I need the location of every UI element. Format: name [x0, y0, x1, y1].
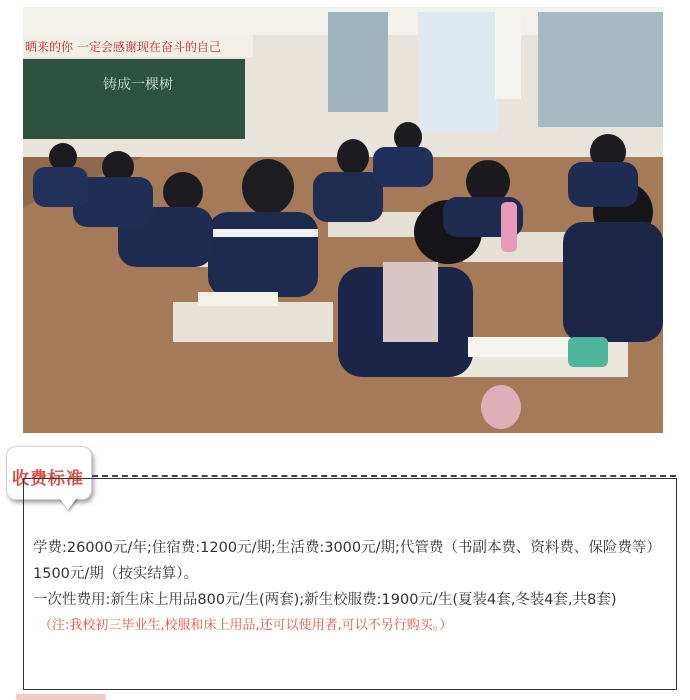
one-time-fee-line: 一次性费用:新生床上用品800元/生(两套);新生校服费:1900元/生(夏装4套,冬装4套,共8套) [33, 592, 617, 608]
fee-text [33, 535, 673, 639]
classroom-illustration [23, 7, 663, 433]
board-text: 铸成一棵树 [103, 77, 173, 93]
classroom-photo [23, 7, 663, 433]
badge-label: 收费标准 [12, 469, 84, 489]
tuition-line: 学费:26000元/年;住宿费:1200元/期;生活费:3000元/期;代管费（书副本费、资料费、保险费等）1500元/期（按实结算）。 [33, 540, 661, 582]
bottom-decoration [16, 694, 106, 700]
banner-text: 晒来的你 一定会感谢现在奋斗的自己 [25, 40, 221, 54]
dashed-divider [92, 475, 676, 477]
fee-note: （注:我校初三毕业生,校服和床上用品,还可以使用者,可以不另行购买。） [39, 618, 453, 633]
